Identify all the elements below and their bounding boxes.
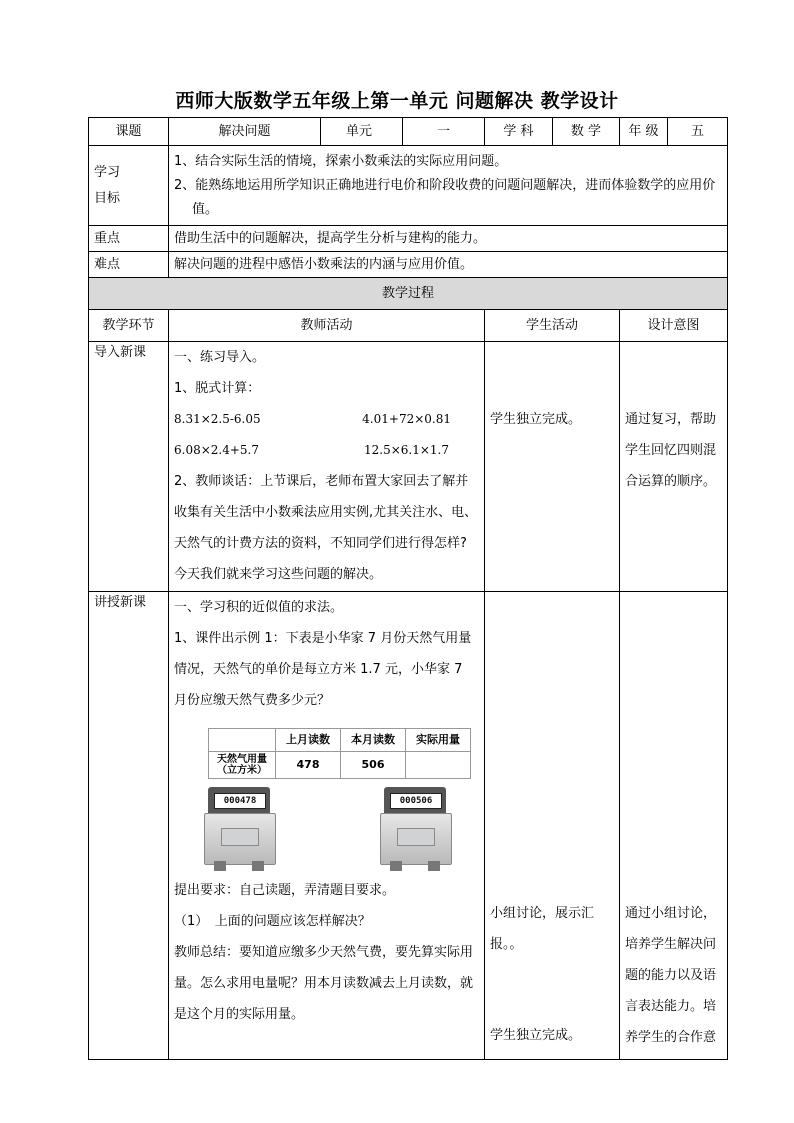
subject-label: 学 科: [485, 118, 553, 146]
intro-talk: 2、教师谈话：上节课后，老师布置大家回去了解并收集有关生活中小数乘法应用实例,尤其关注水、电、天然气的计费方法的资料，不知同学们进行得怎样?今天我们就来学习这些问题的解决。: [174, 474, 478, 582]
difficulty-text: 解决问题的进程中感悟小数乘法的内涵与应用价值。: [169, 252, 728, 278]
unit-label: 单元: [321, 118, 403, 146]
intro-stage: [89, 342, 169, 592]
goals-content: [169, 146, 728, 226]
table-cell: 506: [341, 752, 406, 779]
difficulty-row: [89, 252, 728, 278]
meter-reading: 000478: [214, 793, 266, 809]
new-lesson-student-2: 学生独立完成。: [490, 1028, 582, 1043]
calc-expr: 12.5×6.1×1.7: [364, 443, 449, 457]
gas-meter-image: [380, 787, 466, 871]
new-lesson-stage-text: 讲授新课: [94, 595, 147, 610]
document-title: 西师大版数学五年级上第一单元 问题解决 教学设计: [175, 90, 619, 112]
gas-usage-table: [208, 728, 471, 779]
intro-row: [89, 342, 728, 592]
grade-value: 五: [668, 118, 728, 146]
intro-heading: 一、练习导入。: [174, 350, 266, 365]
unit-value: 一: [403, 118, 485, 146]
new-lesson-teacher: [169, 592, 485, 1060]
lesson-plan-table: [88, 117, 728, 1060]
header-row: [89, 118, 728, 146]
process-header-row: [89, 310, 728, 342]
gas-meter-image: [204, 787, 290, 871]
meter-reading: 000506: [390, 793, 442, 809]
intro-design: [620, 342, 728, 592]
question-1: （1） 上面的问题应该怎样解决？: [174, 914, 371, 929]
table-cell: 478: [276, 752, 341, 779]
gas-meters: [204, 787, 479, 871]
table-corner: [209, 729, 276, 752]
calc-expr: 4.01+72×0.81: [362, 412, 451, 426]
table-header: 实际用量: [406, 729, 471, 752]
requirement: 提出要求：自己读题，弄清题目要求。: [174, 883, 396, 898]
new-lesson-student: [485, 592, 620, 1060]
intro-stage-text: 导入新课: [94, 345, 147, 360]
calc-row-2: [174, 435, 479, 466]
teacher-summary: 教师总结：要知道应缴多少天然气费，要先算实际用量。怎么求用电量呢？用本月读数减去上月读数，就是这个月的实际用量。: [174, 945, 474, 1022]
lesson-label: 课题: [89, 118, 169, 146]
goals-label-text: 学习目标: [94, 164, 121, 206]
lesson-value: 解决问题: [169, 118, 321, 146]
calc-row-1: [174, 404, 479, 435]
new-lesson-stage: [89, 592, 169, 1060]
intro-sub1: 1、脱式计算：: [174, 381, 261, 396]
table-header: 上月读数: [276, 729, 341, 752]
table-cell: [406, 752, 471, 779]
calc-expr: 6.08×2.4+5.7: [174, 443, 259, 457]
table-row-label: 天然气用量（立方米）: [209, 752, 276, 779]
key-point-row: [89, 226, 728, 252]
table-header: 本月读数: [341, 729, 406, 752]
intro-teacher: [169, 342, 485, 592]
intro-design-text: 通过复习，帮助学生回忆四则混合运算的顺序。: [625, 412, 717, 489]
subject-value: 数 学: [553, 118, 620, 146]
grade-label: 年 级: [620, 118, 668, 146]
example-1: 1、课件出示例 1：下表是小华家 7 月份天然气用量情况，天然气的单价是每立方米 1.7 元，小华家 7 月份应缴天然气费多少元？: [174, 631, 472, 708]
process-title-row: [89, 278, 728, 310]
goals-label: [89, 146, 169, 226]
col-teacher: 教师活动: [169, 310, 485, 342]
new-lesson-heading: 一、学习积的近似值的求法。: [174, 600, 344, 615]
calc-expr: 8.31×2.5-6.05: [174, 412, 261, 426]
goal-item-1: 1、结合实际生活的情境，探索小数乘法的实际应用问题。: [174, 153, 508, 169]
new-lesson-design-text: 通过小组讨论，培养学生解决问题的能力以及语言表达能力。培养学生的合作意: [625, 906, 717, 1045]
col-design: 设计意图: [620, 310, 728, 342]
process-title: 教学过程: [89, 278, 728, 310]
new-lesson-row: [89, 592, 728, 1060]
new-lesson-design: [620, 592, 728, 1060]
col-student: 学生活动: [485, 310, 620, 342]
col-stage: 教学环节: [89, 310, 169, 342]
intro-student: [485, 342, 620, 592]
goals-row: [89, 146, 728, 226]
goal-item-2: 2、能熟练地运用所学知识正确地进行电价和阶段收费的问题问题解决，进而体验数学的应用价值。: [174, 177, 716, 217]
difficulty-label: 难点: [89, 252, 169, 278]
key-point-text: 借助生活中的问题解决，提高学生分析与建构的能力。: [169, 226, 728, 252]
new-lesson-student-1: 小组讨论，展示汇报。。: [490, 906, 595, 952]
key-point-label: 重点: [89, 226, 169, 252]
intro-student-text: 学生独立完成。: [490, 412, 582, 427]
